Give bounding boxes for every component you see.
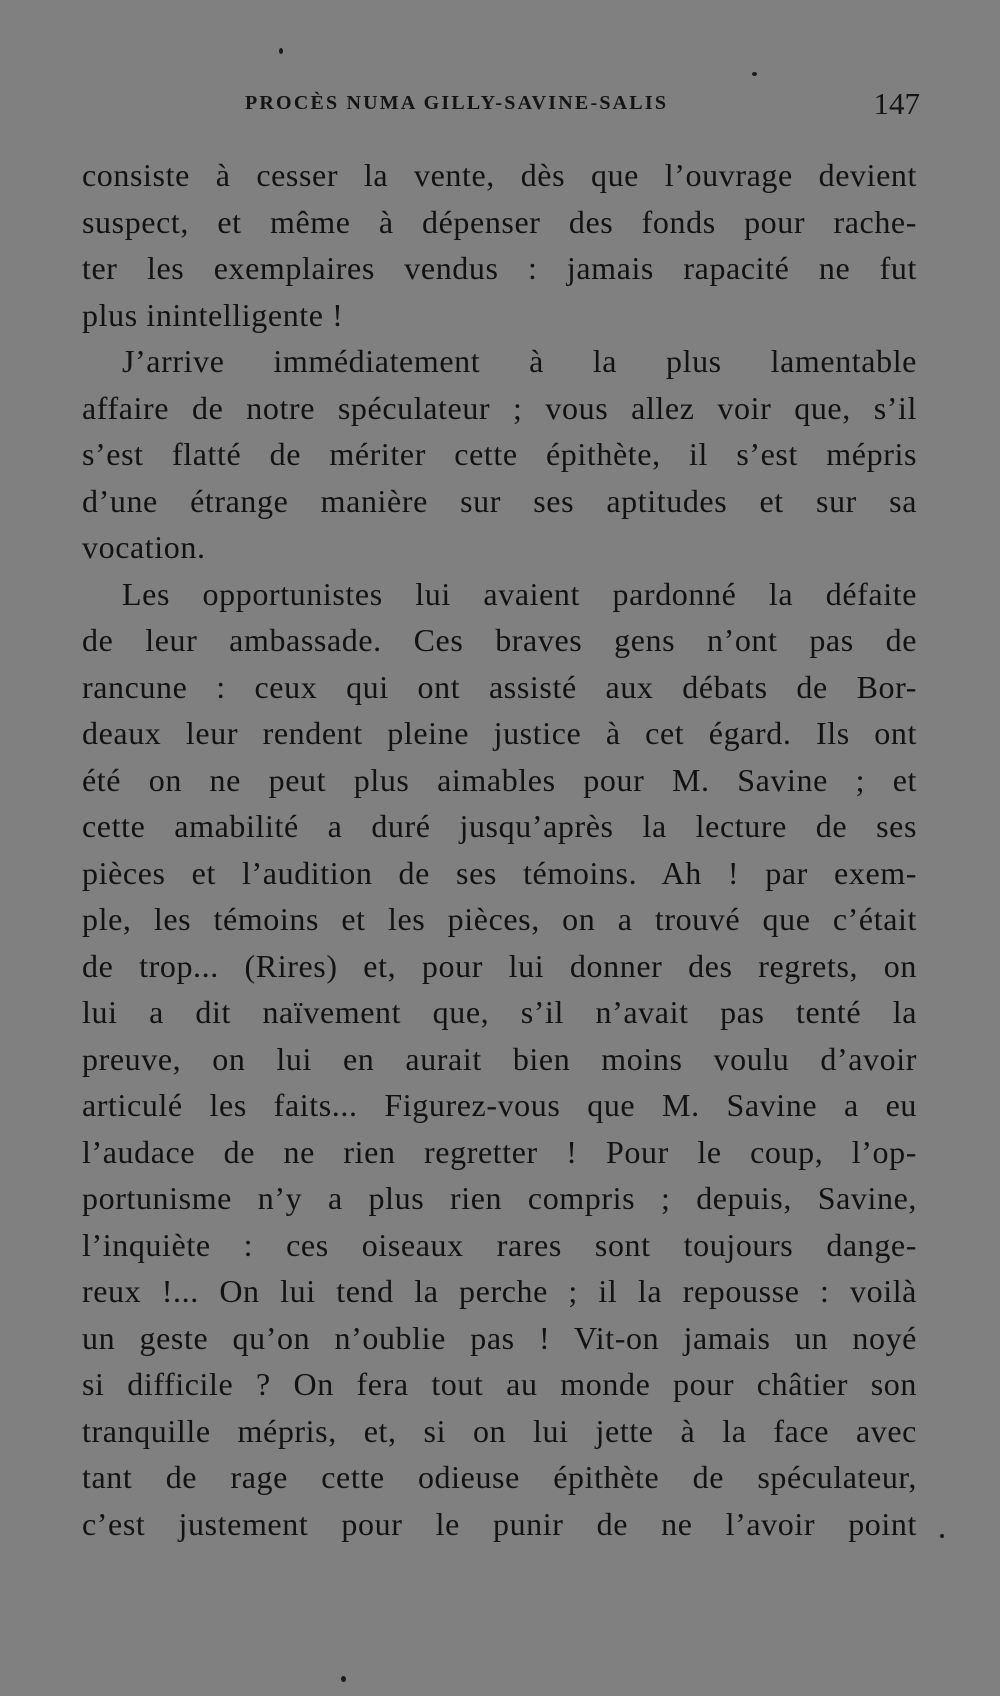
text-line: consiste à cesser la vente, dès que l’ouvrage devient	[82, 157, 917, 193]
text-line: vocation.	[82, 529, 206, 565]
text-line: lui a dit naïvement que, s’il n’avait pas tenté la	[82, 994, 917, 1030]
text-line: pièces et l’audition de ses témoins. Ah ! par exem-	[82, 854, 917, 891]
scan-speck	[341, 1676, 346, 1682]
text-line: tant de rage cette odieuse épithète de spéculateur,	[82, 1459, 917, 1495]
text-line: de leur ambassade. Ces braves gens n’ont pas de	[82, 622, 917, 658]
text-line: suspect, et même à dépenser des fonds pour rache-	[82, 203, 917, 240]
text-line: preuve, on lui en aurait bien moins voulu d’avoir	[82, 1040, 917, 1077]
scan-speck	[940, 1534, 944, 1538]
text-line: reux !... On lui tend la perche ; il la repousse : voilà	[82, 1273, 917, 1309]
scan-speck	[279, 48, 283, 54]
text-line: s’est flatté de mériter cette épithète, il s’est mépris	[82, 436, 917, 472]
text-line: affaire de notre spéculateur ; vous allez voir que, s’il	[82, 389, 917, 426]
text-line: deaux leur rendent pleine justice à cet égard. Ils ont	[82, 715, 917, 751]
scan-speck	[752, 72, 757, 76]
text-line: ter les exemplaires vendus : jamais rapacité ne fut	[82, 250, 917, 286]
page-number: 147	[873, 86, 920, 121]
text-line: ple, les témoins et les pièces, on a trouvé que c’était	[82, 901, 917, 937]
text-line: l’inquiète : ces oiseaux rares sont toujours dange-	[82, 1226, 917, 1263]
body-text	[82, 152, 917, 1547]
text-line: rancune : ceux qui ont assisté aux débats de Bor-	[82, 668, 917, 705]
text-line: articulé les faits... Figurez-vous que M. Savine a eu	[82, 1087, 917, 1123]
text-line: si difficile ? On fera tout au monde pour châtier son	[82, 1366, 917, 1402]
text-line: tranquille mépris, et, si on lui jette à la face avec	[82, 1412, 917, 1449]
text-line: de trop... (Rires) et, pour lui donner des regrets, on	[82, 947, 917, 984]
text-line: cette amabilité a duré jusqu’après la lecture de ses	[82, 808, 917, 844]
running-title: PROCÈS NUMA GILLY-SAVINE-SALIS	[245, 92, 669, 114]
text-line: un geste qu’on n’oublie pas ! Vit-on jamais un noyé	[82, 1319, 917, 1356]
running-head	[245, 86, 920, 124]
text-line: l’audace de ne rien regretter ! Pour le coup, l’op-	[82, 1133, 917, 1170]
text-line: c’est justement pour le punir de ne l’avoir point	[82, 1505, 917, 1542]
text-line: Les opportunistes lui avaient pardonné la défaite	[122, 575, 917, 612]
text-line: été on ne peut plus aimables pour M. Savine ; et	[82, 761, 917, 798]
text-line: d’une étrange manière sur ses aptitudes et sur sa	[82, 482, 917, 519]
text-line: plus inintelligente !	[82, 296, 344, 333]
text-line: J’arrive immédiatement à la plus lamentable	[122, 343, 917, 379]
text-line: portunisme n’y a plus rien compris ; depuis, Savine,	[82, 1180, 917, 1216]
